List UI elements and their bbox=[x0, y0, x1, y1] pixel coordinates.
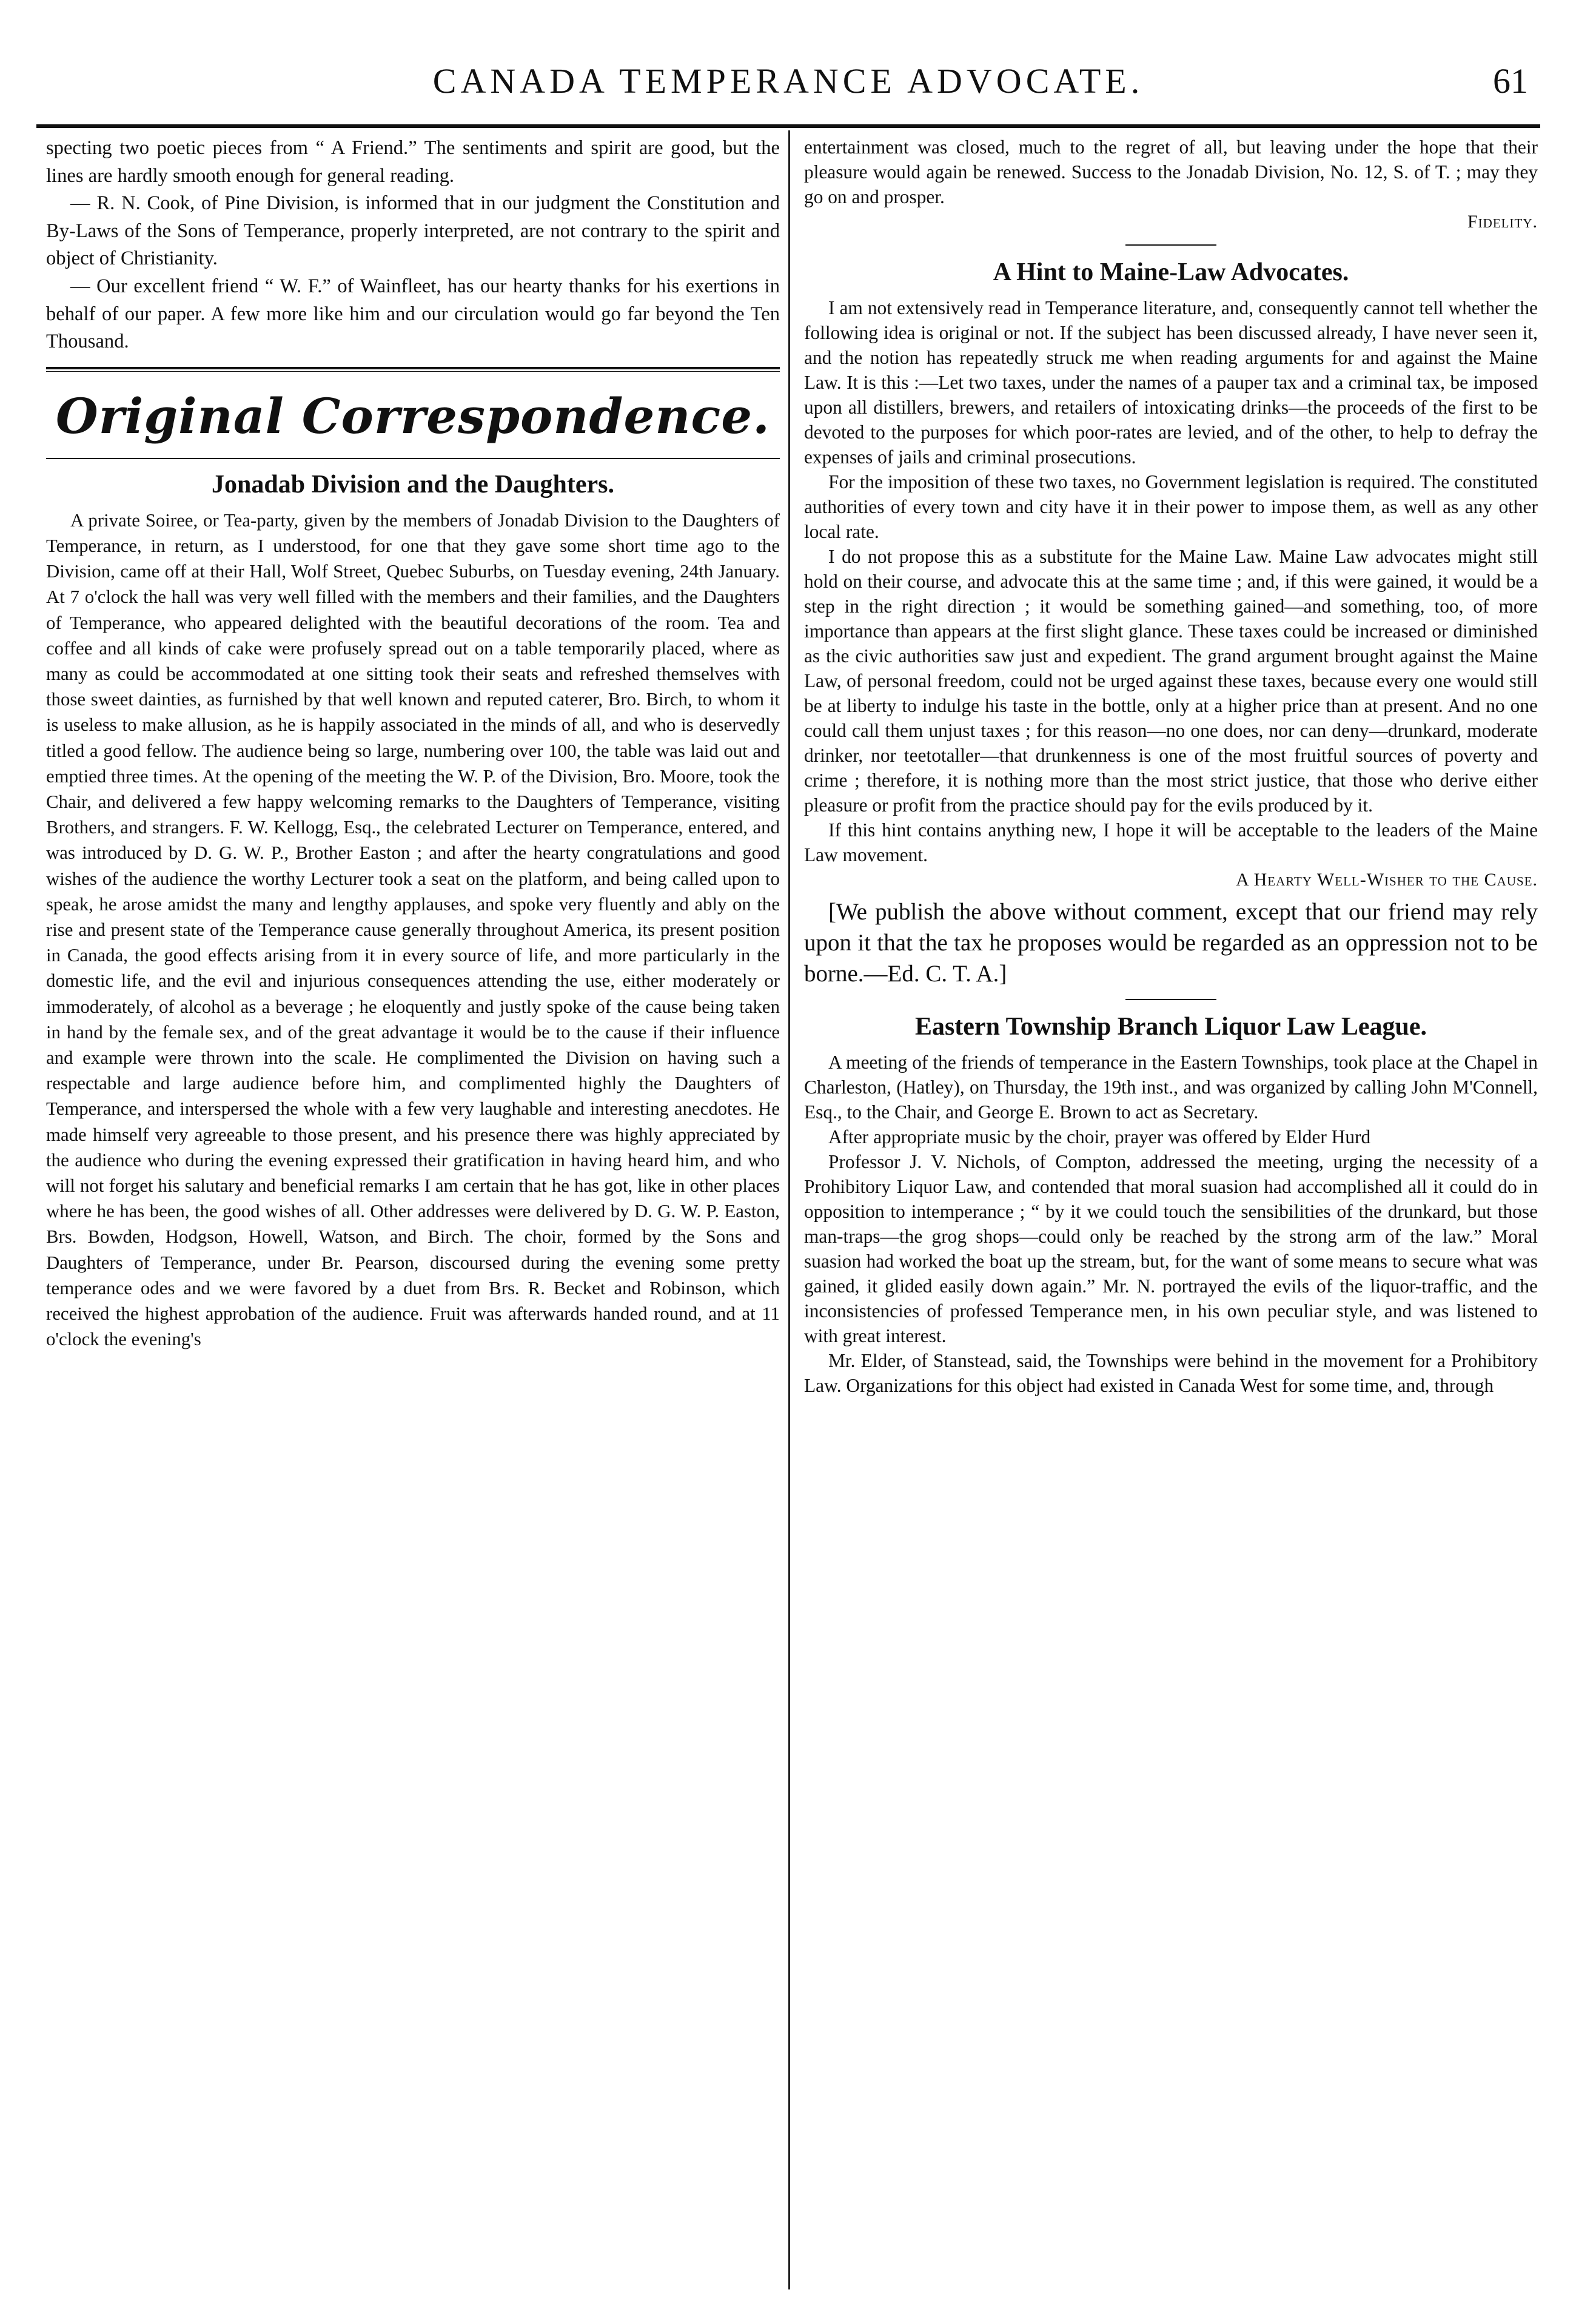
article-paragraph: I am not extensively read in Temperance literature, and, consequently cannot tell whether the following idea is original or not. If the subject has been discussed already, I have never seen it, and the notion has repeatedly struck me when reading arguments for and against the Maine Law. It is this :—Let two taxes, under the names of a pauper tax and a criminal tax, be imposed upon all distillers, brewers, and retailers of intoxicating drinks—the proceeds of the first to be devoted to the purposes for which poor-rates are levied, and of the other, to help to defray the expenses of jails and criminal prosecutions. bbox=[804, 297, 1538, 468]
article-paragraph: For the imposition of these two taxes, no Government legislation is required. The constituted authorities of every town and city have it in their power to impose them, as well as any other local rate. bbox=[804, 471, 1538, 542]
left-column bbox=[46, 135, 780, 1352]
separator-rule bbox=[1125, 999, 1216, 1000]
section-rule bbox=[46, 367, 780, 372]
publication-title: CANADA TEMPERANCE ADVOCATE. bbox=[432, 61, 1144, 101]
article-paragraph: Professor J. V. Nichols, of Compton, addressed the meeting, urging the necessity of a Prohibitory Liquor Law, and contended that moral suasion had accomplished all it could do in opposition to intemperance ; “ by it we could touch the sensibilities of the drunkard, but those man-traps—the grog shops—could only be reached by the strong arm of the law.” Moral suasion had worked the boat up the stream, but, for the want of some means to secure what was gained, it glided easily down again.” Mr. N. portrayed the evils of the liquor-traffic, and the inconsistencies of professed Temperance men, in his own peculiar style, and was listened to with great interest. bbox=[804, 1151, 1538, 1346]
article-title: Eastern Township Branch Liquor Law League. bbox=[914, 1013, 1427, 1041]
notice-paragraph: — Our excellent friend “ W. F.” of Wainfleet, has our hearty thanks for his exertions in behalf of our paper. A few more like him and our circulation would go far beyond the Ten Thousand. bbox=[46, 275, 780, 353]
article-paragraph: I do not propose this as a substitute for the Maine Law. Maine Law advocates might still hold on their course, and advocate this at the same time ; and, if this were gained, it would be a step in the right direction ; it would be something gained—and something, too, of more importance than appears at the first slight glance. These taxes could be increased or diminished as the civic authorities saw just and expedient. The grand argument brought against the Maine Law, of personal freedom, could not be urged against these taxes, because every one would still be at liberty to indulge his taste in the bottle, only at a higher price than at present. And no one could call them unjust taxes ; for this reason—no one does, nor can deny—drunkard, moderate drinker, nor teetotaller—that drunkenness is one of the most fruitful sources of poverty and crime ; therefore, it is nothing more than the most strict justice, that those who derive either pleasure or profit from the practice should pay for the evils produced by it. bbox=[804, 546, 1538, 816]
section-title: Original Correspondence. bbox=[56, 387, 770, 445]
notice-paragraph: — R. N. Cook, of Pine Division, is informed that in our judgment the Constitution and By-Laws of the Sons of Temperance, properly interpreted, are not contrary to the spirit and object of Christianity. bbox=[46, 192, 780, 270]
page-number: 61 bbox=[1493, 61, 1528, 101]
article-liquor-law-league bbox=[804, 1010, 1538, 1398]
section-rule bbox=[46, 458, 780, 459]
article-title: A Hint to Maine-Law Advocates. bbox=[993, 258, 1349, 286]
continued-paragraph: entertainment was closed, much to the regret of all, but leaving under the hope that their pleasure would again be renewed. Success to the Jonadab Division, No. 12, S. of T. ; may they go on and prosper. bbox=[804, 136, 1538, 207]
right-column bbox=[804, 135, 1538, 1398]
notice-paragraph: specting two poetic pieces from “ A Friend.” The sentiments and spirit are good, but the lines are hardly smooth enough for general reading. bbox=[46, 137, 780, 187]
article-paragraph: After appropriate music by the choir, prayer was offered by Elder Hurd bbox=[828, 1126, 1371, 1147]
article-title: Jonadab Division and the Daughters. bbox=[212, 470, 614, 499]
editor-note: [We publish the above without comment, except that our friend may rely upon it that the tax he proposes would be regarded as an oppression not to be borne.—Ed. C. T. A.] bbox=[804, 899, 1538, 987]
signature: Fidelity. bbox=[1467, 212, 1538, 232]
article-paragraph: A meeting of the friends of temperance in the Eastern Townships, took place at the Chapel in Charleston, (Hatley), on Thursday, the 19th inst., and was organized by calling John M'Connell, Esq., to the Chair, and George E. Brown to act as Secretary. bbox=[804, 1052, 1538, 1123]
header-rule bbox=[36, 124, 1540, 128]
column-divider bbox=[788, 130, 790, 2289]
article-body: A private Soiree, or Tea-party, given by the members of Jonadab Division to the Daughters of Temperance, in return, as I understood, for one that they gave some short time ago to the Division, came off at their Hall, Wolf Street, Quebec Suburbs, on Tuesday evening, 24th January. At 7 o'clock the hall was very well filled with the members and their families, and the Daughters of Temperance, who appeared delighted with the beautiful decorations of the room. Tea and coffee and all kinds of cake were profusely spread out on a table temporarily placed, where as many as could be accommodated at one sitting took their seats and refreshed themselves with those sweet dainties, as furnished by that well known and reputed caterer, Bro. Birch, to whom it is useless to make allusion, as he is happily associated in the minds of all, and who is deservedly titled a good fellow. The audience being so large, numbering over 100, the table was laid out and emptied three times. At the opening of the meeting the W. P. of the Division, Bro. Moore, took the Chair, and delivered a few happy welcoming remarks to the Daughters of Temperance, visiting Brothers, and strangers. F. W. Kellogg, Esq., the celebrated Lecturer on Temperance, entered, and was introduced by D. G. W. P., Brother Easton ; and after the hearty congratulations and good wishes of the audience the worthy Lecturer took a seat on the platform, and being called upon to speak, he arose amidst the many and lengthy applauses, and spoke very fluently and ably on the rise and present state of the Temperance cause generally throughout America, its present position in Canada, the good effects arising from it in every source of life, and more particularly in the domestic life, and the evil and injurious consequences attending the use, either moderately or immoderately, of alcohol as a beverage ; he eloquently and justly spoke of the cause being taken in hand by the female sex, and of the great advantage it would be to the cause if their influence and example were thrown into the scale. He complimented the Division on having such a respectable and large audience before him, and complimented highly the Daughters of Temperance, and interspersed the whole with a few very laughable and interesting anecdotes. He made himself very agreeable to those present, and his presence there was highly appreciated by the audience who during the evening expressed their gratification in having heard him, and who will not forget his salutary and beneficial remarks I am certain that he has got, like in other places where he has been, the good wishes of all. Other addresses were delivered by D. G. W. P. Easton, Brs. Bowden, Hodgson, Howell, Watson, and Birch. The choir, formed by the Sons and Daughters of Temperance, under Br. Pearson, discoursed during the evening some pretty temperance odes and we were favored by a duet from Brs. R. Becket and Robinson, which received the highest approbation of the audience. Fruit was afterwards handed round, and at 11 o'clock the evening's bbox=[46, 509, 780, 1350]
article-paragraph: Mr. Elder, of Stanstead, said, the Townships were behind in the movement for a Prohibitory Law. Organizations for this object had existed in Canada West for some time, and, through bbox=[804, 1350, 1538, 1396]
masthead bbox=[36, 55, 1540, 121]
signature: A Hearty Well-Wisher to the Cause. bbox=[1236, 870, 1538, 890]
article-jonadab-division bbox=[46, 468, 780, 1352]
separator-rule bbox=[1125, 244, 1216, 246]
article-maine-law-hint bbox=[804, 255, 1538, 989]
article-paragraph: If this hint contains anything new, I hope it will be acceptable to the leaders of the Maine Law movement. bbox=[804, 819, 1538, 865]
